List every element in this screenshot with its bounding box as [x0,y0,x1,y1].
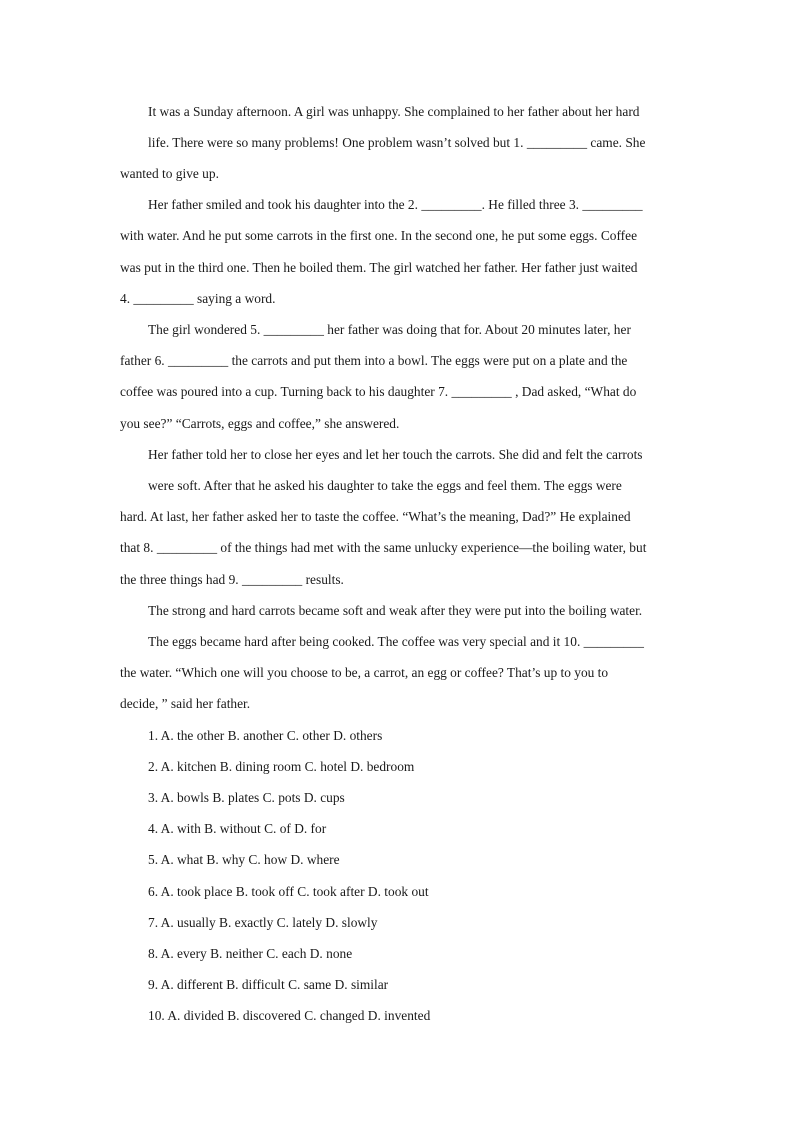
passage-line: The eggs became hard after being cooked. The coffee was very special and it 10. _________ [148,634,644,649]
passage-line: were soft. After that he asked his daughter to take the eggs and feel them. The eggs were [148,478,622,493]
passage-line: the three things had 9. _________ results. [120,572,344,587]
passage-line: hard. At last, her father asked her to taste the coffee. “What’s the meaning, Dad?” He explained [120,509,631,524]
question-item: 1. A. the other B. another C. other D. others [148,728,383,743]
passage-line: Her father told her to close her eyes and let her touch the carrots. She did and felt the carrots [148,447,643,462]
question-item: 10. A. divided B. discovered C. changed D. invented [148,1008,431,1023]
question-item: 8. A. every B. neither C. each D. none [148,946,353,961]
passage-line: decide, ” said her father. [120,696,251,711]
passage-line: the water. “Which one will you choose to be, a carrot, an egg or coffee? That’s up to you to [120,665,609,680]
passage-line: life. There were so many problems! One problem wasn’t solved but 1. _________ came. She [148,135,646,150]
question-item: 3. A. bowls B. plates C. pots D. cups [148,790,345,805]
question-item: 7. A. usually B. exactly C. lately D. slowly [148,915,378,930]
passage-line: wanted to give up. [120,166,219,181]
passage-line: coffee was poured into a cup. Turning back to his daughter 7. _________ , Dad asked, “What do [120,384,637,399]
question-item: 5. A. what B. why C. how D. where [148,852,340,867]
passage-line: father 6. _________ the carrots and put them into a bowl. The eggs were put on a plate and the [120,353,628,368]
question-item: 2. A. kitchen B. dining room C. hotel D. bedroom [148,759,415,774]
passage-line: The girl wondered 5. _________ her father was doing that for. About 20 minutes later, her [148,322,631,337]
passage-line: The strong and hard carrots became soft and weak after they were put into the boiling water. [148,603,643,618]
passage-line: Her father smiled and took his daughter into the 2. _________. He filled three 3. _________ [148,197,643,212]
passage-line: that 8. _________ of the things had met with the same unlucky experience—the boiling water, but [120,540,647,555]
passage-line: was put in the third one. Then he boiled them. The girl watched her father. Her father just waited [120,260,638,275]
passage-line: 4. _________ saying a word. [120,291,276,306]
passage-line: It was a Sunday afternoon. A girl was unhappy. She complained to her father about her hard [148,104,640,119]
question-item: 9. A. different B. difficult C. same D. similar [148,977,389,992]
question-item: 6. A. took place B. took off C. took after D. took out [148,884,429,899]
passage-line: you see?” “Carrots, eggs and coffee,” she answered. [120,416,400,431]
passage-line: with water. And he put some carrots in the first one. In the second one, he put some eggs. Coffee [120,228,638,243]
question-item: 4. A. with B. without C. of D. for [148,821,327,836]
